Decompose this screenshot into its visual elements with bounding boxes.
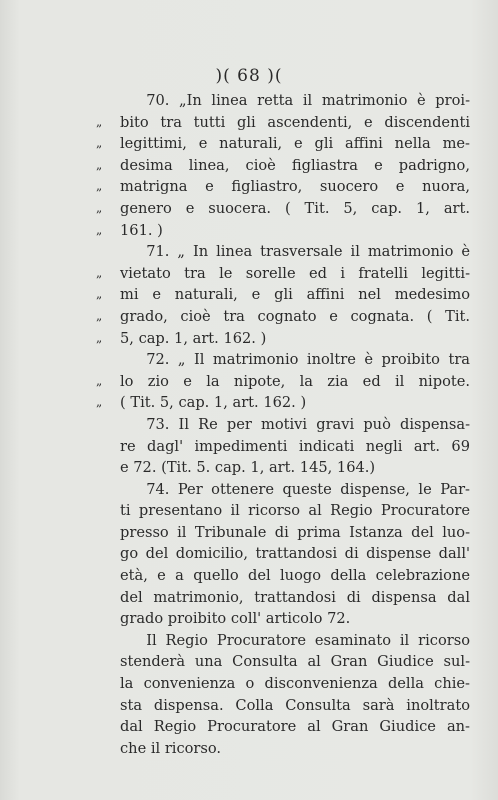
line-text: che il ricorso.	[120, 739, 222, 757]
text-line	[120, 543, 470, 565]
text-line	[120, 716, 470, 738]
text-line	[120, 522, 470, 544]
text-line	[96, 371, 470, 393]
line-text: legittimi, e naturali, e gli affini nella me-	[120, 135, 470, 153]
line-text: Il Regio Procuratore esaminato il ricorso	[146, 631, 470, 649]
quote-mark: „	[96, 308, 103, 323]
text-line	[96, 392, 470, 414]
line-text: ( Tit. 5, cap. 1, art. 162. )	[120, 394, 307, 412]
text-line	[96, 306, 470, 328]
line-text: del matrimonio, trattandosi di dispensa dal	[120, 588, 470, 606]
text-line	[120, 457, 470, 479]
text-line	[120, 565, 470, 587]
line-text: bito tra tutti gli ascendenti, e discendenti	[120, 113, 470, 131]
text-line	[96, 284, 470, 306]
line-text: desima linea, cioè figliastra e padrigno,	[120, 156, 470, 174]
quote-mark: „	[96, 287, 103, 302]
quote-mark: „	[96, 157, 103, 172]
text-line	[120, 241, 470, 263]
text-line	[96, 176, 470, 198]
body-text	[96, 90, 470, 759]
quote-mark: „	[96, 373, 103, 388]
text-line	[120, 673, 470, 695]
quote-mark: „	[96, 395, 103, 410]
line-text: sta dispensa. Colla Consulta sarà inoltrato	[120, 696, 470, 714]
line-text: grado, cioè tra cognato e cognata. ( Tit.	[120, 307, 470, 325]
text-line	[96, 263, 470, 285]
line-text: stenderà una Consulta al Gran Giudice sul-	[120, 653, 470, 671]
line-text: 71. „ In linea trasversale il matrimonio è	[146, 243, 470, 261]
line-text: 161. )	[120, 221, 163, 239]
line-text: vietato tra le sorelle ed i fratelli legitti-	[120, 264, 470, 282]
quote-mark: „	[96, 179, 103, 194]
text-line	[120, 349, 470, 371]
line-text: 74. Per ottenere queste dispense, le Par-	[146, 480, 470, 498]
text-line	[120, 90, 470, 112]
line-text: e 72. (Tit. 5. cap. 1, art. 145, 164.)	[120, 459, 376, 477]
line-text: 5, cap. 1, art. 162. )	[120, 329, 267, 347]
line-text: go del domicilio, trattandosi di dispense dall'	[120, 545, 470, 563]
quote-mark: „	[96, 136, 103, 151]
text-line	[96, 155, 470, 177]
line-text: mi e naturali, e gli affini nel medesimo	[120, 286, 470, 304]
line-text: matrigna e figliastro, suocero e nuora,	[120, 178, 470, 196]
line-text: 70. „In linea retta il matrimonio è proi-	[146, 92, 470, 109]
line-text: 73. Il Re per motivi gravi può dispensa-	[146, 415, 470, 433]
text-line	[120, 587, 470, 609]
text-line	[120, 500, 470, 522]
text-line	[120, 479, 470, 501]
line-text: età, e a quello del luogo della celebrazione	[120, 567, 470, 585]
text-line	[96, 328, 470, 350]
line-text: re dagl' impedimenti indicati negli art. 69	[120, 437, 470, 455]
text-line	[96, 133, 470, 155]
line-text: ti presentano il ricorso al Regio Procuratore	[120, 502, 470, 520]
text-line	[120, 630, 470, 652]
text-line	[120, 695, 470, 717]
text-line	[96, 198, 470, 220]
line-text: dal Regio Procuratore al Gran Giudice an-	[120, 718, 470, 736]
page-number-header: )( 68 )(	[215, 66, 283, 86]
quote-mark: „	[96, 200, 103, 215]
text-line	[120, 436, 470, 458]
text-line	[96, 112, 470, 134]
quote-mark: „	[96, 265, 103, 280]
line-text: grado proibito coll' articolo 72.	[120, 610, 351, 628]
text-line	[96, 220, 470, 242]
line-text: genero e suocera. ( Tit. 5, cap. 1, art.	[120, 199, 470, 217]
quote-mark: „	[96, 222, 103, 237]
text-line	[120, 608, 470, 630]
text-line	[120, 414, 470, 436]
text-line	[120, 651, 470, 673]
line-text: presso il Tribunale di prima Istanza del luo-	[120, 523, 470, 541]
text-line	[120, 738, 470, 760]
quote-mark: „	[96, 330, 103, 345]
line-text: la convenienza o disconvenienza della chie-	[120, 675, 470, 693]
quote-mark: „	[96, 114, 103, 129]
line-text: 72. „ Il matrimonio inoltre è proibito tra	[146, 351, 470, 369]
line-text: lo zio e la nipote, la zia ed il nipote.	[120, 372, 470, 390]
